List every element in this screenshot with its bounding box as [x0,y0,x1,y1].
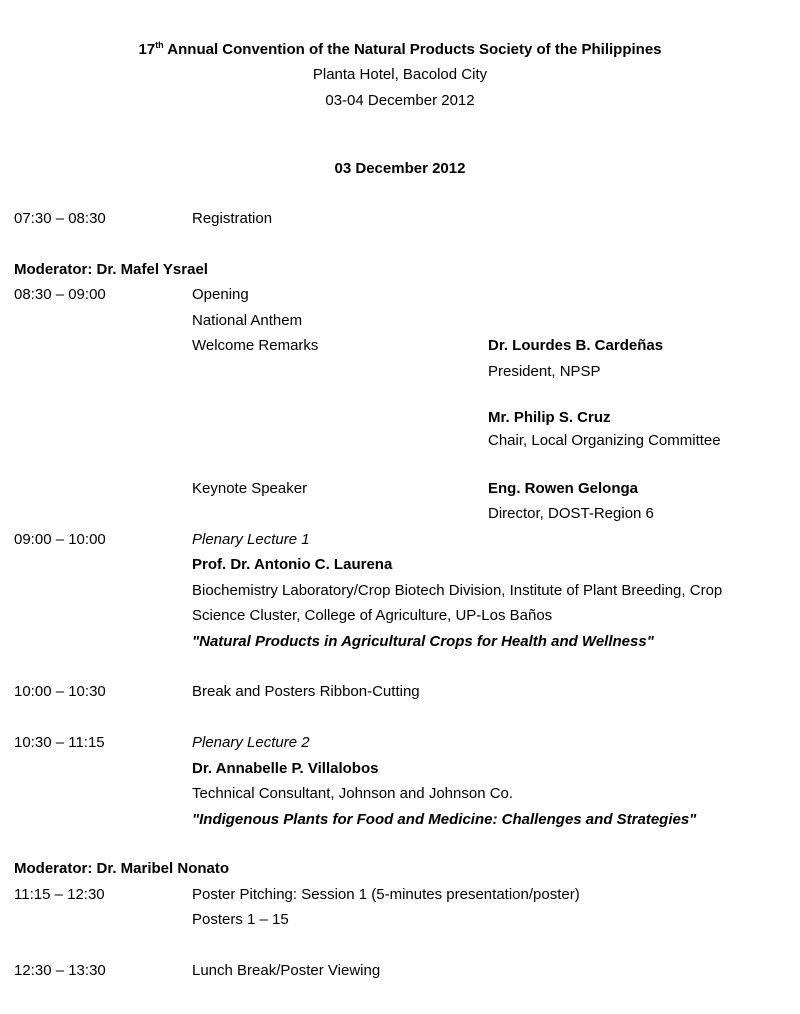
session-label: Registration [192,210,273,227]
session-label: Keynote Speaker [192,480,308,497]
time-slot: 10:00 – 10:30 [14,683,106,700]
title-ordinal: 17 [138,41,156,58]
speaker-role: Director, DOST-Region 6 [488,505,654,522]
session-label: National Anthem [192,312,303,329]
convention-title [0,37,800,62]
speaker-name: Eng. Rowen Gelonga [488,480,639,497]
time-slot: 12:30 – 13:30 [14,962,106,979]
session-label: Opening [192,286,249,303]
speaker-name: Dr. Annabelle P. Villalobos [192,760,379,777]
day-heading: 03 December 2012 [334,160,466,177]
session-label: Welcome Remarks [192,337,319,354]
session-sublabel: Posters 1 – 15 [192,911,289,928]
time-slot: 09:00 – 10:00 [14,531,106,548]
session-label: Poster Pitching: Session 1 (5-minutes presentation/poster) [192,886,580,903]
speaker-affiliation: Science Cluster, College of Agriculture, UP-Los Baños [192,607,553,624]
speaker-affiliation: Biochemistry Laboratory/Crop Biotech Division, Institute of Plant Breeding, Crop [192,582,723,599]
session-label: Plenary Lecture 2 [192,734,310,751]
time-slot: 08:30 – 09:00 [14,286,106,303]
session-label: Break and Posters Ribbon-Cutting [192,683,420,700]
moderator-heading: Moderator: Dr. Maribel Nonato [14,860,230,877]
session-label: Plenary Lecture 1 [192,531,310,548]
document-header [0,37,800,113]
convention-dates: 03-04 December 2012 [325,91,475,109]
speaker-name: Dr. Lourdes B. Cardeñas [488,337,664,354]
title-ordinal-suffix: th [155,40,164,50]
speaker-affiliation: Technical Consultant, Johnson and Johnson Co. [192,785,514,802]
talk-title: "Indigenous Plants for Food and Medicine: Challenges and Strategies" [192,811,697,828]
moderator-heading: Moderator: Dr. Mafel Ysrael [14,261,208,278]
talk-title: "Natural Products in Agricultural Crops for Health and Wellness" [192,633,654,650]
session-label: Lunch Break/Poster Viewing [192,962,381,979]
time-slot: 10:30 – 11:15 [14,734,105,751]
time-slot: 11:15 – 12:30 [14,886,105,903]
speaker-name: Prof. Dr. Antonio C. Laurena [192,556,393,573]
speaker-name: Mr. Philip S. Cruz [488,409,611,426]
title-text: Annual Convention of the Natural Products Society of the Philippines [163,41,662,58]
time-slot: 07:30 – 08:30 [14,210,106,227]
speaker-role: President, NPSP [488,363,601,380]
speaker-role: Chair, Local Organizing Committee [488,432,721,449]
venue: Planta Hotel, Bacolod City [312,66,488,84]
